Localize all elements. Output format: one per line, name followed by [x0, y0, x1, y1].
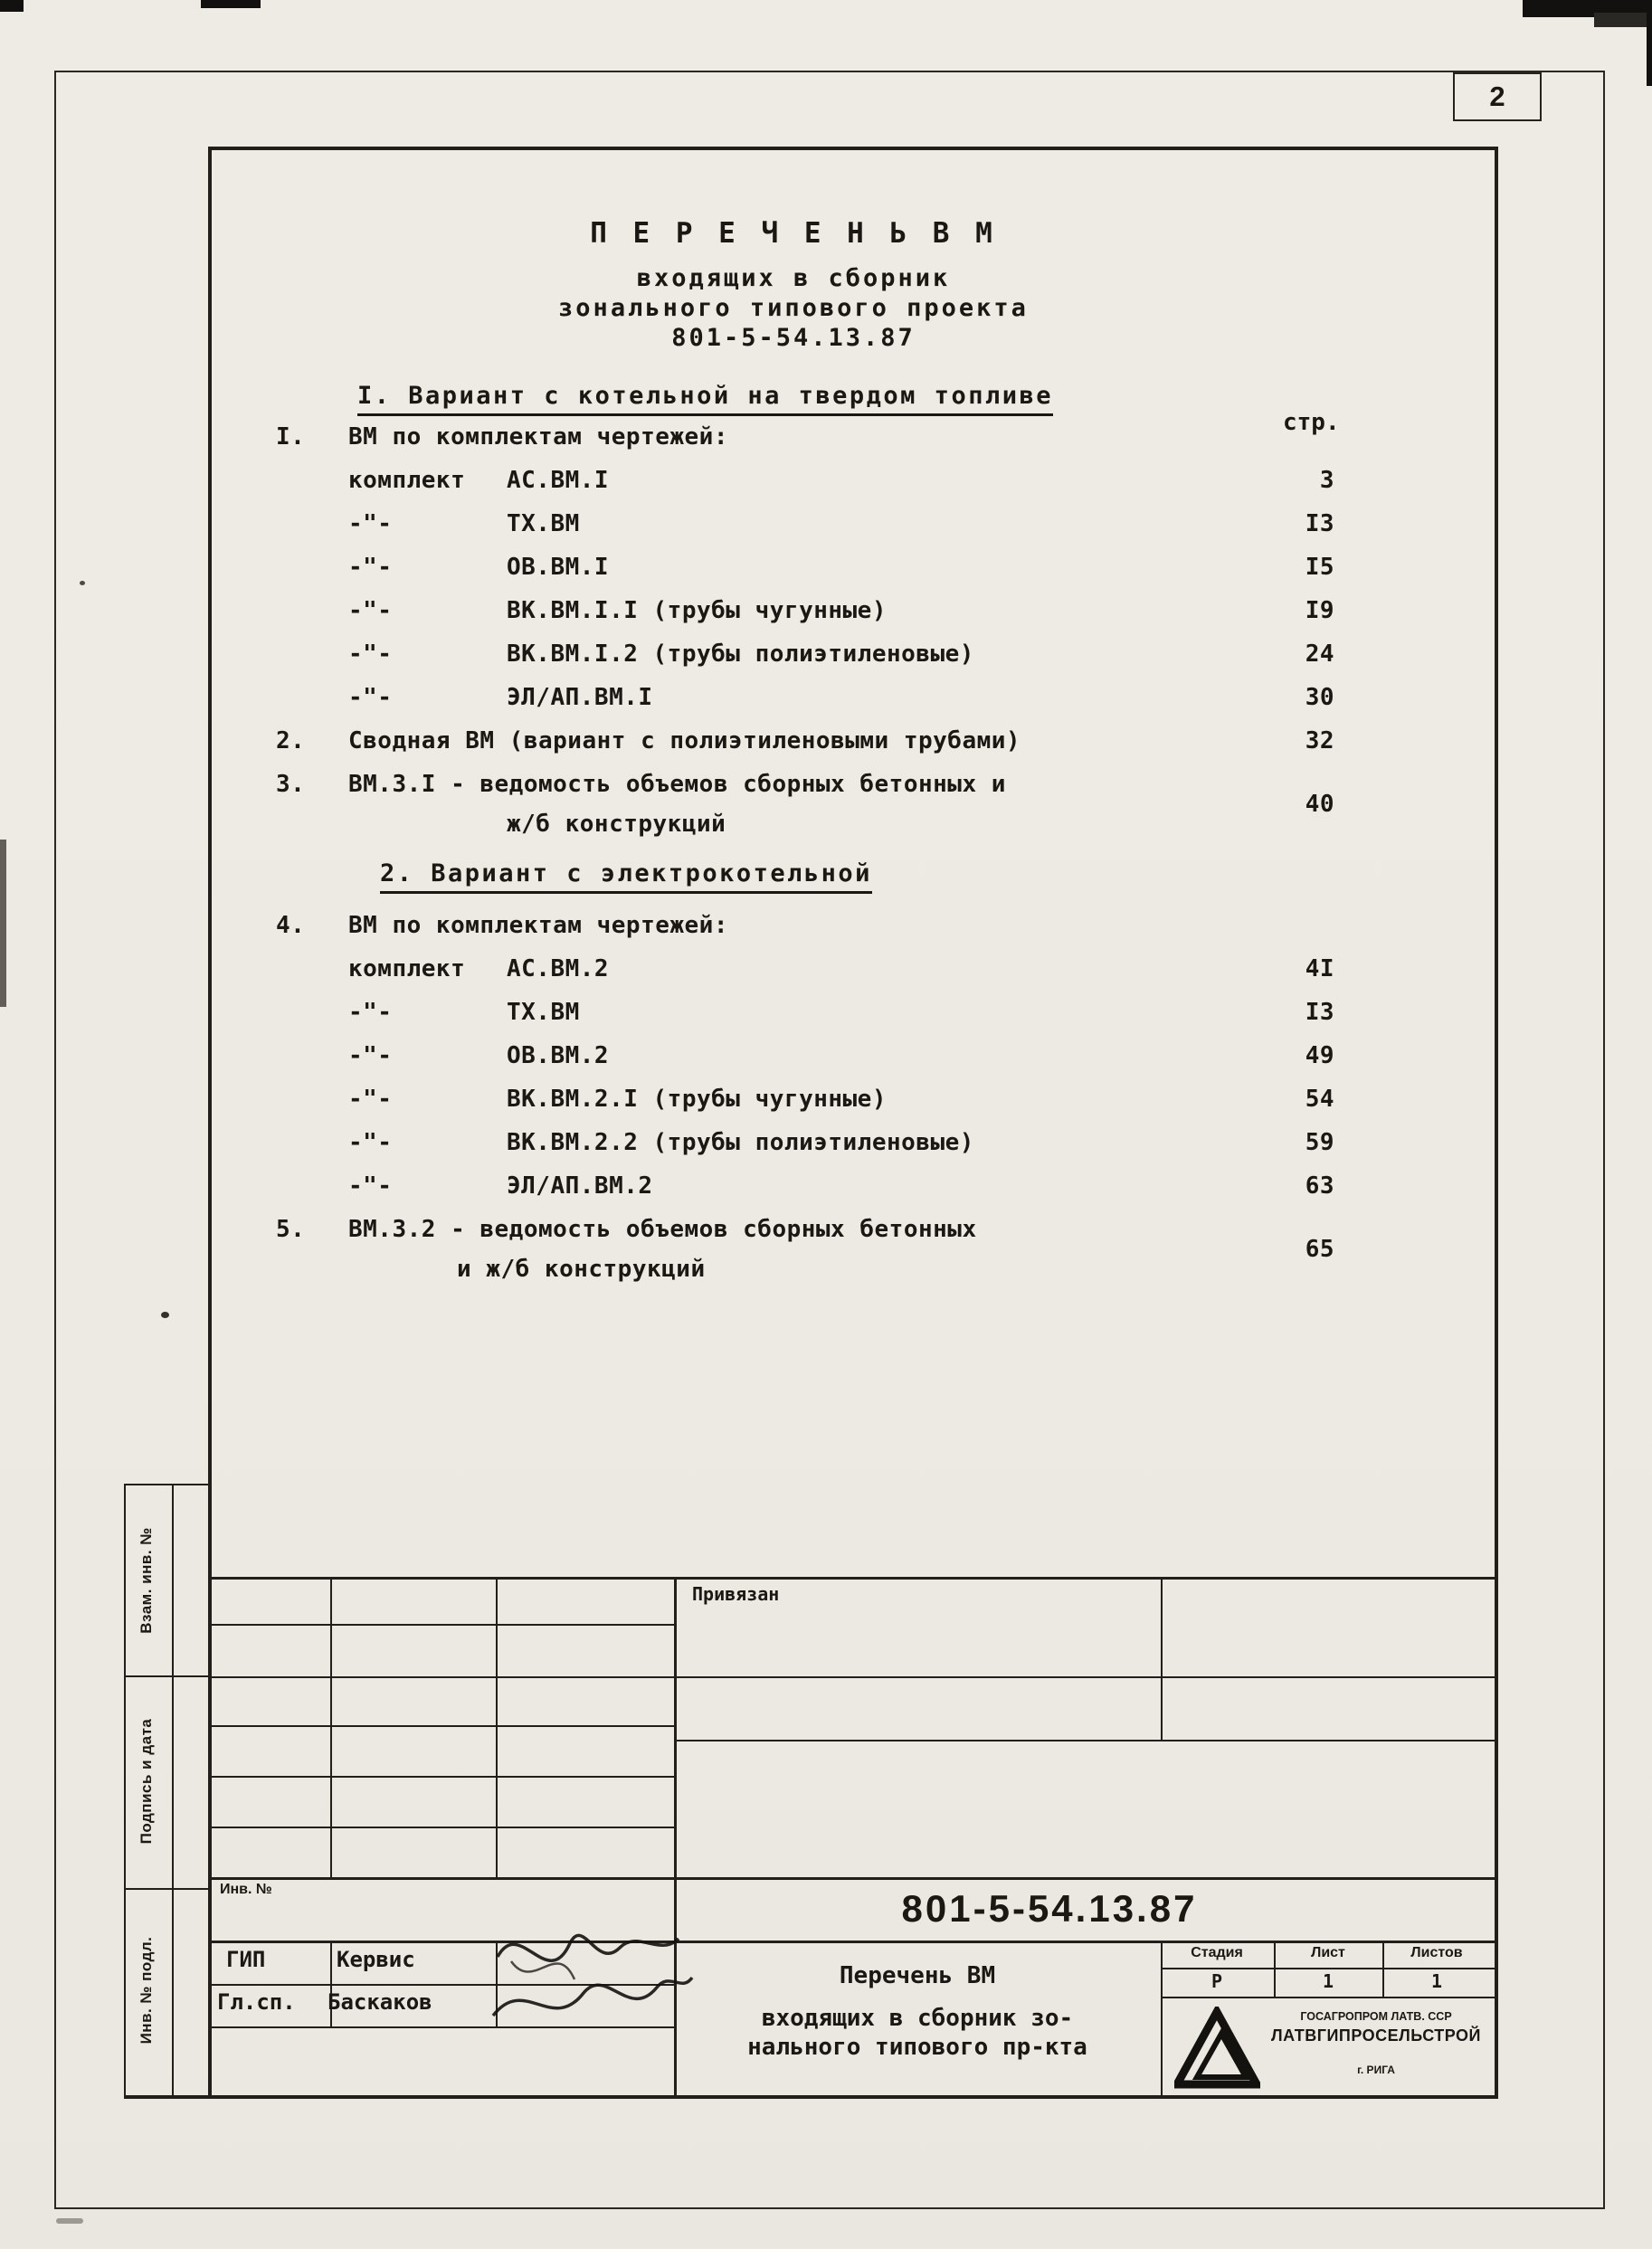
- item-number: 4.: [276, 912, 306, 939]
- stamp-line: [674, 1740, 1497, 1741]
- item-text: ВМ по комплектам чертежей:: [348, 423, 728, 451]
- item-ditto: -"-: [348, 597, 393, 624]
- item-code: ЭЛ/АП.ВМ.2: [507, 1172, 653, 1200]
- toc-row: [271, 955, 1429, 999]
- item-page: 32: [1305, 727, 1334, 754]
- document-title: П Е Р Е Ч Е Н Ь В М: [590, 217, 997, 250]
- frame-line: [208, 2095, 1498, 2099]
- toc-row: [271, 1042, 1429, 1086]
- stamp-sheet-label: Лист: [1311, 1945, 1345, 1960]
- item-text: Сводная ВМ (вариант с полиэтиленовыми трубами): [348, 727, 1021, 754]
- frame-line: [208, 147, 1498, 150]
- toc-row: [271, 423, 1429, 467]
- margin-strip-line: [124, 2095, 210, 2099]
- scan-artifact-top-middle: [201, 0, 261, 8]
- stamp-line: [210, 1827, 674, 1828]
- stamp-line: [210, 1877, 1497, 1880]
- item-number: 2.: [276, 727, 306, 754]
- item-page: 59: [1305, 1129, 1334, 1156]
- scan-artifact-left-smudge: [0, 840, 6, 1007]
- toc-row: [271, 1172, 1429, 1216]
- section-1-heading: I. Вариант с котельной на твердом топливе: [357, 382, 1053, 416]
- stamp-privyazan-label: Привязан: [692, 1583, 780, 1605]
- toc-row: [271, 771, 1429, 854]
- toc-row: [271, 597, 1429, 641]
- item-number: 3.: [276, 771, 306, 798]
- item-ditto: -"-: [348, 999, 393, 1026]
- item-code: ВК.ВМ.2.2 (трубы полиэтиленовые): [507, 1129, 974, 1156]
- stamp-line: [210, 1776, 674, 1778]
- stamp-line: [1161, 1577, 1163, 1740]
- page-number-box: [1453, 72, 1542, 121]
- item-page: 54: [1305, 1086, 1334, 1113]
- item-ditto: -"-: [348, 684, 393, 711]
- toc-row: [271, 727, 1429, 771]
- margin-label-vzam-inv: Взам. инв. №: [138, 1527, 155, 1634]
- item-text: ВМ по комплектам чертежей:: [348, 912, 728, 939]
- stamp-line: [1161, 1941, 1163, 2097]
- toc-row: [271, 554, 1429, 597]
- item-prefix: комплект: [348, 955, 466, 982]
- margin-strip-line: [172, 1484, 174, 2097]
- page-number: 2: [1489, 81, 1505, 112]
- document-subtitle-1: входящих в сборник: [636, 264, 951, 292]
- item-code: ВК.ВМ.I.I (трубы чугунные): [507, 597, 887, 624]
- signature-scribble: [484, 1907, 701, 2043]
- stamp-sheet-value: 1: [1322, 1970, 1334, 1992]
- item-code: ВК.ВМ.I.2 (трубы полиэтиленовые): [507, 641, 974, 668]
- item-page: I3: [1305, 510, 1334, 537]
- item-ditto: -"-: [348, 1129, 393, 1156]
- item-page: 65: [1305, 1236, 1334, 1263]
- item-code: ТХ.ВМ: [507, 510, 580, 537]
- toc-row: [271, 1129, 1429, 1172]
- item-ditto: -"-: [348, 1086, 393, 1113]
- stamp-line: [210, 1676, 1497, 1678]
- stamp-role-glsp: Гл.сп.: [217, 1989, 296, 2015]
- stamp-sheets-label: Листов: [1410, 1945, 1463, 1960]
- stamp-line: [210, 1577, 1497, 1580]
- item-page: I9: [1305, 597, 1334, 624]
- item-page: I5: [1305, 554, 1334, 581]
- toc-row: [271, 1216, 1429, 1299]
- item-code: ВК.ВМ.2.I (трубы чугунные): [507, 1086, 887, 1113]
- stamp-sheets-value: 1: [1430, 1970, 1443, 1992]
- scan-artifact-top-right-blob: [1594, 13, 1652, 27]
- item-code: АС.ВМ.2: [507, 955, 610, 982]
- item-code: АС.ВМ.I: [507, 467, 610, 494]
- stamp-stage-label: Стадия: [1191, 1945, 1243, 1960]
- margin-strip-line: [124, 1888, 210, 1890]
- org-line3: г. РИГА: [1357, 2064, 1395, 2076]
- stamp-title-line3: нального типового пр-кта: [747, 2034, 1087, 2061]
- item-ditto: -"-: [348, 1042, 393, 1069]
- item-code: ЭЛ/АП.ВМ.I: [507, 684, 653, 711]
- item-page: 49: [1305, 1042, 1334, 1069]
- frame-line: [208, 147, 212, 2099]
- item-ditto: -"-: [348, 554, 393, 581]
- toc-row: [271, 912, 1429, 955]
- scan-artifact-top-left: [0, 0, 24, 12]
- item-code: ОВ.ВМ.I: [507, 554, 610, 581]
- item-page: 24: [1305, 641, 1334, 668]
- stamp-title-line2: входящих в сборник зо-: [761, 2004, 1074, 2032]
- item-code: ОВ.ВМ.2: [507, 1042, 610, 1069]
- margin-label-podpis-data: Подпись и дата: [138, 1718, 155, 1845]
- stamp-line: [496, 1577, 498, 1877]
- toc-row: [271, 641, 1429, 684]
- toc-row: [271, 1086, 1429, 1129]
- toc-section-2: [271, 912, 1429, 1299]
- stamp-name-baskakov: Баскаков: [328, 1989, 432, 2015]
- item-text: ВМ.З.2 - ведомость объемов сборных бетонных: [348, 1216, 977, 1243]
- stamp-inv-label: Инв. №: [220, 1882, 272, 1897]
- frame-line: [1495, 147, 1498, 2099]
- org-line1: ГОСАГРОПРОМ ЛАТВ. ССР: [1300, 2010, 1452, 2023]
- margin-label-inv-podl: Инв. № подл.: [138, 1936, 155, 2045]
- document-subtitle-2: зонального типового проекта: [558, 294, 1029, 322]
- stamp-line: [210, 1941, 1497, 1943]
- stamp-line: [1161, 1968, 1497, 1969]
- item-text-line2: ж/б конструкций: [507, 811, 726, 838]
- item-ditto: -"-: [348, 1172, 393, 1200]
- stamp-organization: [1262, 2010, 1490, 2076]
- stamp-line: [210, 1624, 674, 1626]
- item-page: 3: [1319, 467, 1334, 494]
- toc-row: [271, 999, 1429, 1042]
- item-prefix: комплект: [348, 467, 466, 494]
- stamp-line: [210, 1725, 674, 1727]
- margin-strip-line: [124, 1675, 210, 1677]
- item-page: 40: [1305, 791, 1334, 818]
- item-ditto: -"-: [348, 510, 393, 537]
- margin-strip-line: [124, 1484, 210, 1485]
- scan-speck: [56, 2218, 83, 2224]
- stamp-name-kervis: Кервис: [337, 1947, 415, 1972]
- toc-row: [271, 467, 1429, 510]
- stamp-role-gip: ГИП: [226, 1947, 266, 1972]
- item-text: ВМ.З.I - ведомость объемов сборных бетонных и: [348, 771, 1006, 798]
- stamp-stage-value: Р: [1211, 1970, 1223, 1992]
- stamp-doc-title: [674, 1961, 1161, 2063]
- item-page: I3: [1305, 999, 1334, 1026]
- item-number: 5.: [276, 1216, 306, 1243]
- item-code: ТХ.ВМ: [507, 999, 580, 1026]
- item-page: 30: [1305, 684, 1334, 711]
- toc-row: [271, 684, 1429, 727]
- document-number-header: 801-5-54.13.87: [671, 324, 916, 352]
- item-ditto: -"-: [348, 641, 393, 668]
- item-page: 63: [1305, 1172, 1334, 1200]
- scan-artifact-right-edge: [1647, 0, 1652, 86]
- margin-strip-line: [124, 1484, 126, 2097]
- toc-section-1: [271, 423, 1429, 854]
- org-line2: ЛАТВГИПРОСЕЛЬСТРОЙ: [1271, 2026, 1481, 2045]
- toc-row: [271, 510, 1429, 554]
- stamp-line: [330, 1577, 332, 1877]
- stamp-title-line1: Перечень ВМ: [839, 1962, 996, 1989]
- item-number: I.: [276, 423, 306, 451]
- stamp-line: [1161, 1997, 1497, 1998]
- item-text-line2: и ж/б конструкций: [457, 1256, 706, 1283]
- item-page: 4I: [1305, 955, 1334, 982]
- section-2-heading: 2. Вариант с электрокотельной: [380, 859, 872, 894]
- org-logo-triangle-icon: [1174, 2007, 1260, 2090]
- stamp-doc-number: 801-5-54.13.87: [901, 1887, 1198, 1930]
- page-column-header: стр.: [1283, 409, 1340, 436]
